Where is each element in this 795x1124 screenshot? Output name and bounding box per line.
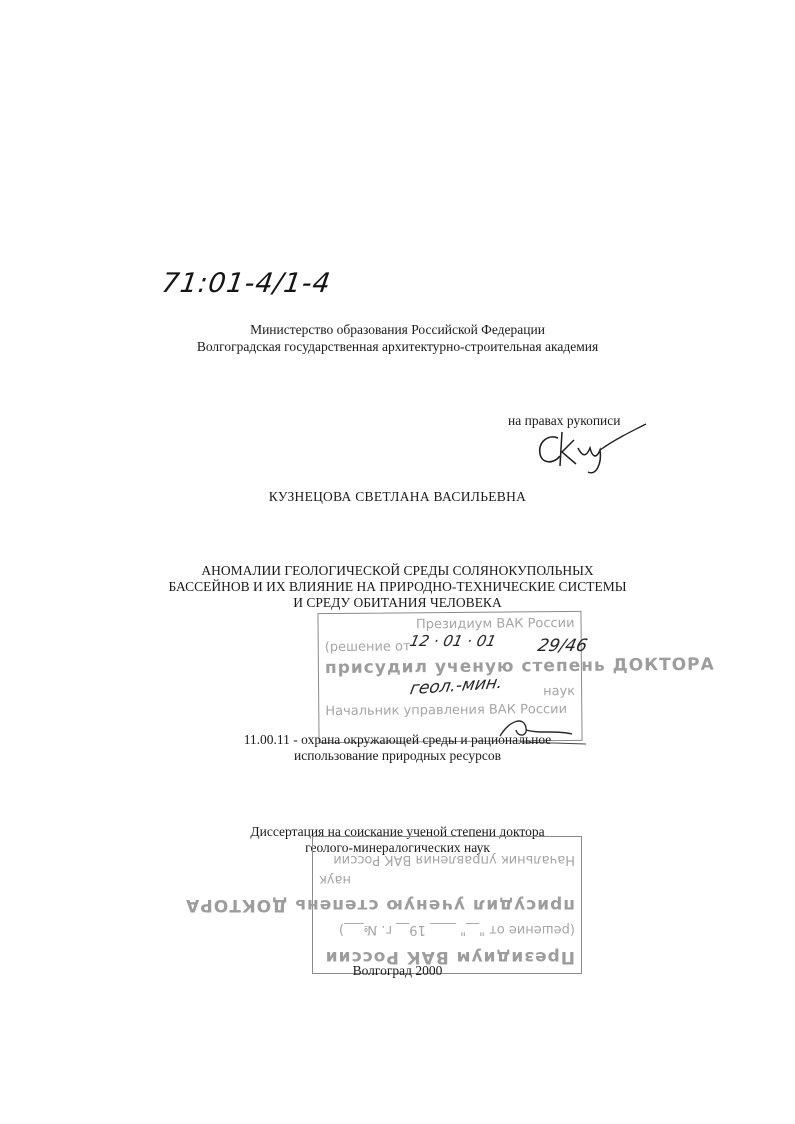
specialty — [0, 732, 795, 764]
city-year: Волгоград 2000 — [352, 963, 443, 978]
stamp-handwritten-science: геол.-мин. — [408, 672, 505, 700]
stamp-line: Президиум ВАК России — [324, 947, 575, 967]
stamp-line: Президиум ВАК России — [415, 615, 575, 633]
stamp-handwritten-number: 29/46 — [535, 636, 590, 656]
title-line: И СРЕДУ ОБИТАНИЯ ЧЕЛОВЕКА — [293, 595, 502, 610]
academy-line: Волгоградская государственная архитектурно-строительная академия — [196, 339, 599, 354]
stamp-line: (решение от — [324, 639, 411, 656]
stamp-line: присудил ученую степень ДОКТОРА — [185, 895, 575, 915]
stamp-line: присудил ученую степень ДОКТОРА — [324, 654, 715, 679]
stamp-line: наук — [319, 872, 352, 887]
stamp-handwritten-date: 12 · 01 · 01 — [408, 632, 498, 650]
vak-stamp-bleed-through — [185, 836, 582, 974]
stamp-line: (решение от "__" ____ 19__ г. №___) — [338, 922, 575, 937]
degree-line: геолого-минералогических наук — [305, 840, 490, 855]
stamp-line: наук — [543, 683, 576, 700]
author-name: КУЗНЕЦОВА СВЕТЛАНА ВАСИЛЬЕВНА — [268, 489, 527, 504]
degree-line: Диссертация на соискание ученой степени доктора — [250, 824, 545, 839]
rights-note: на правах рукописи — [508, 413, 621, 428]
title-line: БАССЕЙНОВ И ИХ ВЛИЯНИЕ НА ПРИРОДНО-ТЕХНИЧЕСКИЕ СИСТЕМЫ — [168, 579, 627, 594]
stamp-line: Начальник управления ВАК России — [325, 701, 568, 720]
title-line: АНОМАЛИИ ГЕОЛОГИЧЕСКОЙ СРЕДЫ СОЛЯНОКУПОЛЬНЫХ — [201, 563, 594, 578]
ministry-line: Министерство образования Российской Федерации — [250, 322, 545, 337]
stamp-line: Начальник управления ВАК России — [333, 852, 575, 867]
specialty-line: использование природных ресурсов — [293, 748, 502, 763]
specialty-line: 11.00.11 - охрана окружающей среды и рациональное — [243, 732, 552, 747]
archive-code-handwritten: 71:01-4/1-4 — [159, 268, 334, 299]
